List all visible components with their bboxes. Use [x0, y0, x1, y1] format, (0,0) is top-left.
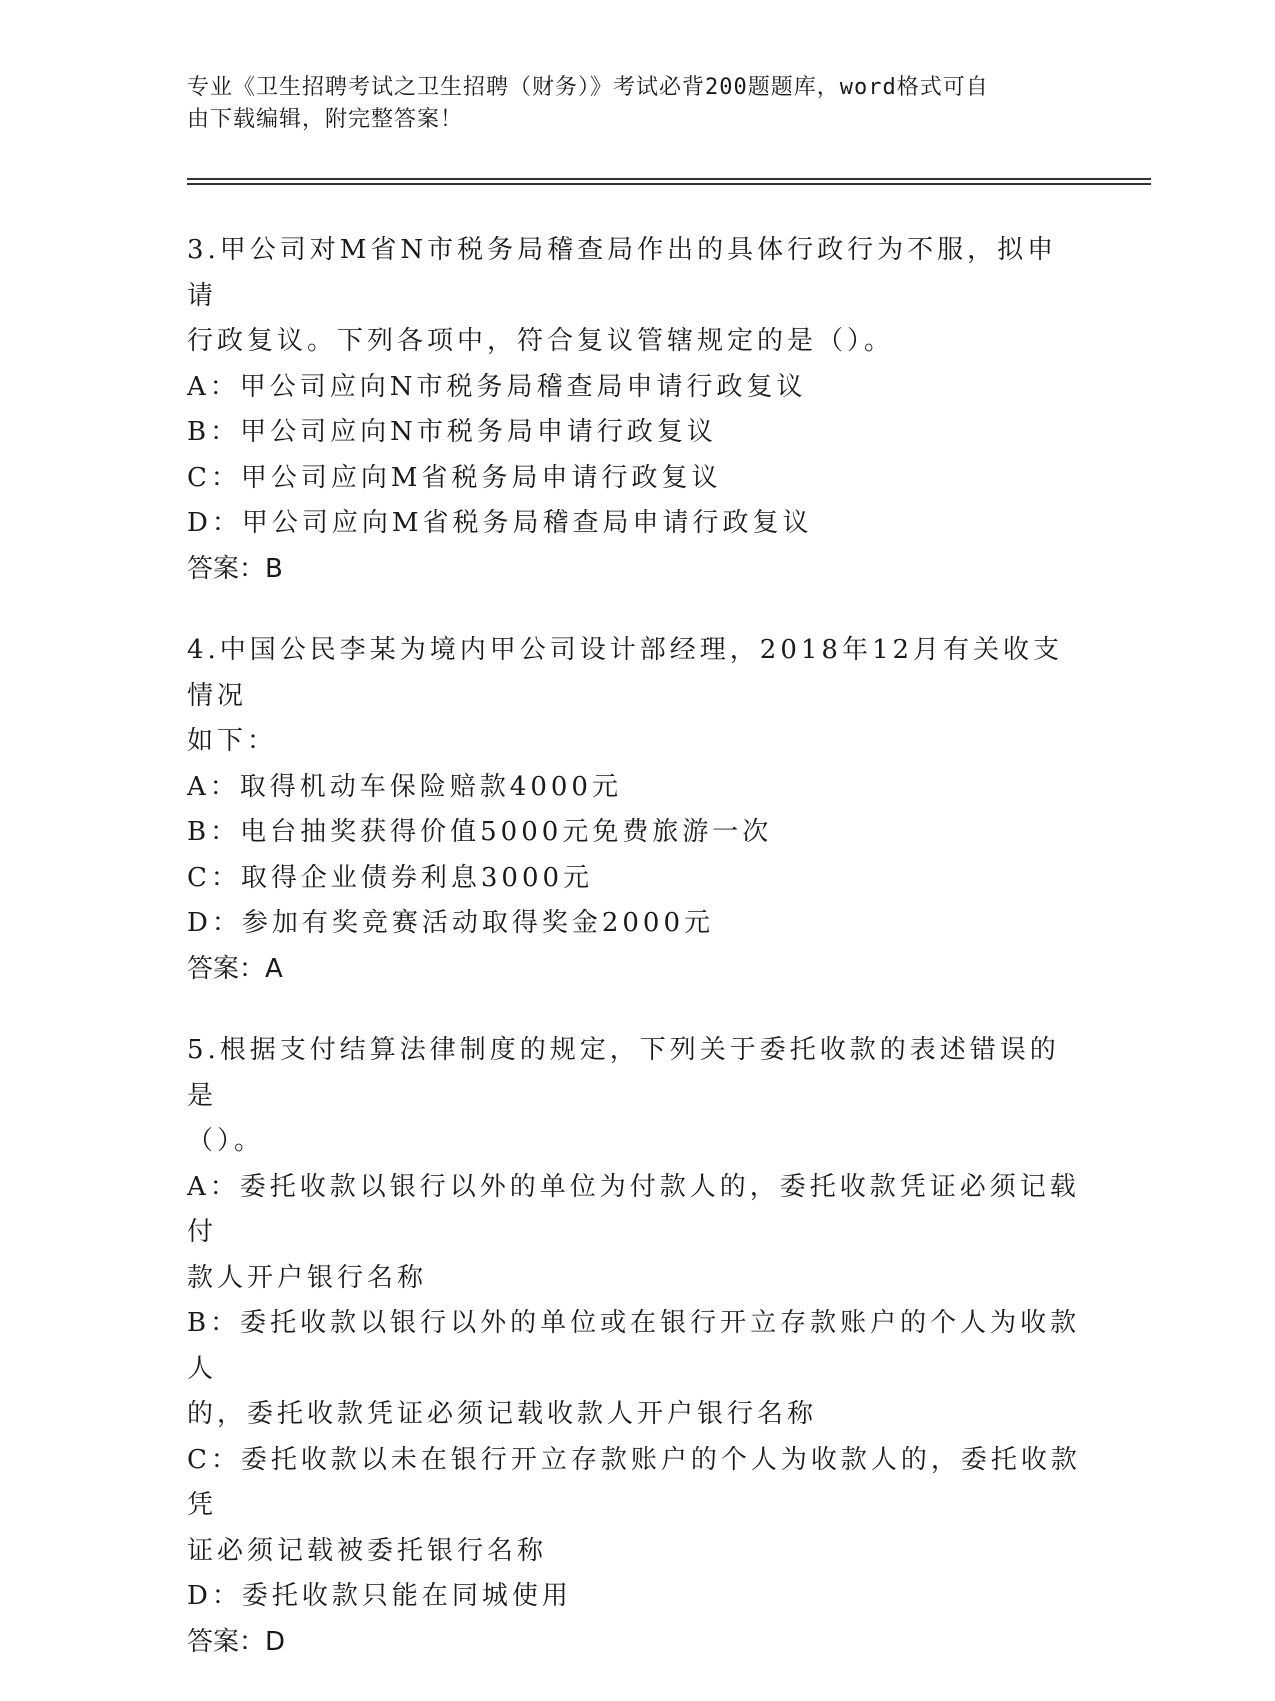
- option-d: D：委托收款只能在同城使用: [187, 1581, 572, 1611]
- question-3: [187, 228, 1087, 592]
- option-a-line-1: A：委托收款以银行以外的单位为付款人的，委托收款凭证必须记载付: [187, 1171, 1080, 1247]
- header-line-2: 由下载编辑，附完整答案！: [187, 107, 464, 132]
- answer-label: 答案：D: [187, 1626, 286, 1657]
- question-stem-line: 5.根据支付结算法律制度的规定，下列关于委托收款的表述错误的是: [187, 1035, 1060, 1111]
- question-stem-line: 4.中国公民李某为境内甲公司设计部经理，2018年12月有关收支情况: [187, 635, 1064, 711]
- question-list: [187, 228, 1087, 1701]
- option-c-line-2: 证必须记载被委托银行名称: [187, 1535, 548, 1566]
- question-5: [187, 1028, 1087, 1665]
- option-a: A：甲公司应向N市税务局稽查局申请行政复议: [187, 371, 807, 402]
- option-a: A：取得机动车保险赔款4000元: [187, 771, 622, 802]
- option-b-line-1: B：委托收款以银行以外的单位或在银行开立存款账户的个人为收款人: [187, 1308, 1081, 1384]
- question-4: [187, 628, 1087, 992]
- option-d: D：甲公司应向M省税务局稽查局申请行政复议: [187, 508, 813, 538]
- header-divider-bottom: [187, 183, 1151, 185]
- header-divider-top: [187, 178, 1151, 180]
- option-c: C：甲公司应向M省税务局申请行政复议: [187, 462, 722, 493]
- question-stem-line: （）。: [187, 1126, 265, 1156]
- question-stem-line: 如下：: [187, 726, 278, 756]
- option-a-line-2: 款人开户银行名称: [187, 1262, 428, 1293]
- option-c-line-1: C：委托收款以未在银行开立存款账户的个人为收款人的，委托收款凭: [187, 1444, 1081, 1520]
- answer-label: 答案：A: [187, 953, 283, 984]
- answer-label: 答案：B: [187, 553, 283, 584]
- document-header: [187, 72, 1067, 136]
- option-b: B：甲公司应向N市税务局申请行政复议: [187, 417, 717, 447]
- option-b-line-2: 的，委托收款凭证必须记载收款人开户银行名称: [187, 1399, 818, 1429]
- option-c: C：取得企业债券利息3000元: [187, 862, 594, 893]
- option-b: B：电台抽奖获得价值5000元免费旅游一次: [187, 817, 773, 847]
- question-stem-line: 行政复议。下列各项中，符合复议管辖规定的是（）。: [187, 326, 895, 356]
- header-line-1: 专业《卫生招聘考试之卫生招聘（财务）》考试必背200题题库，word格式可自: [187, 75, 989, 100]
- question-stem-line: 3.甲公司对M省N市税务局稽查局作出的具体行政行为不服，拟申请: [187, 235, 1058, 311]
- option-d: D：参加有奖竞赛活动取得奖金2000元: [187, 908, 715, 938]
